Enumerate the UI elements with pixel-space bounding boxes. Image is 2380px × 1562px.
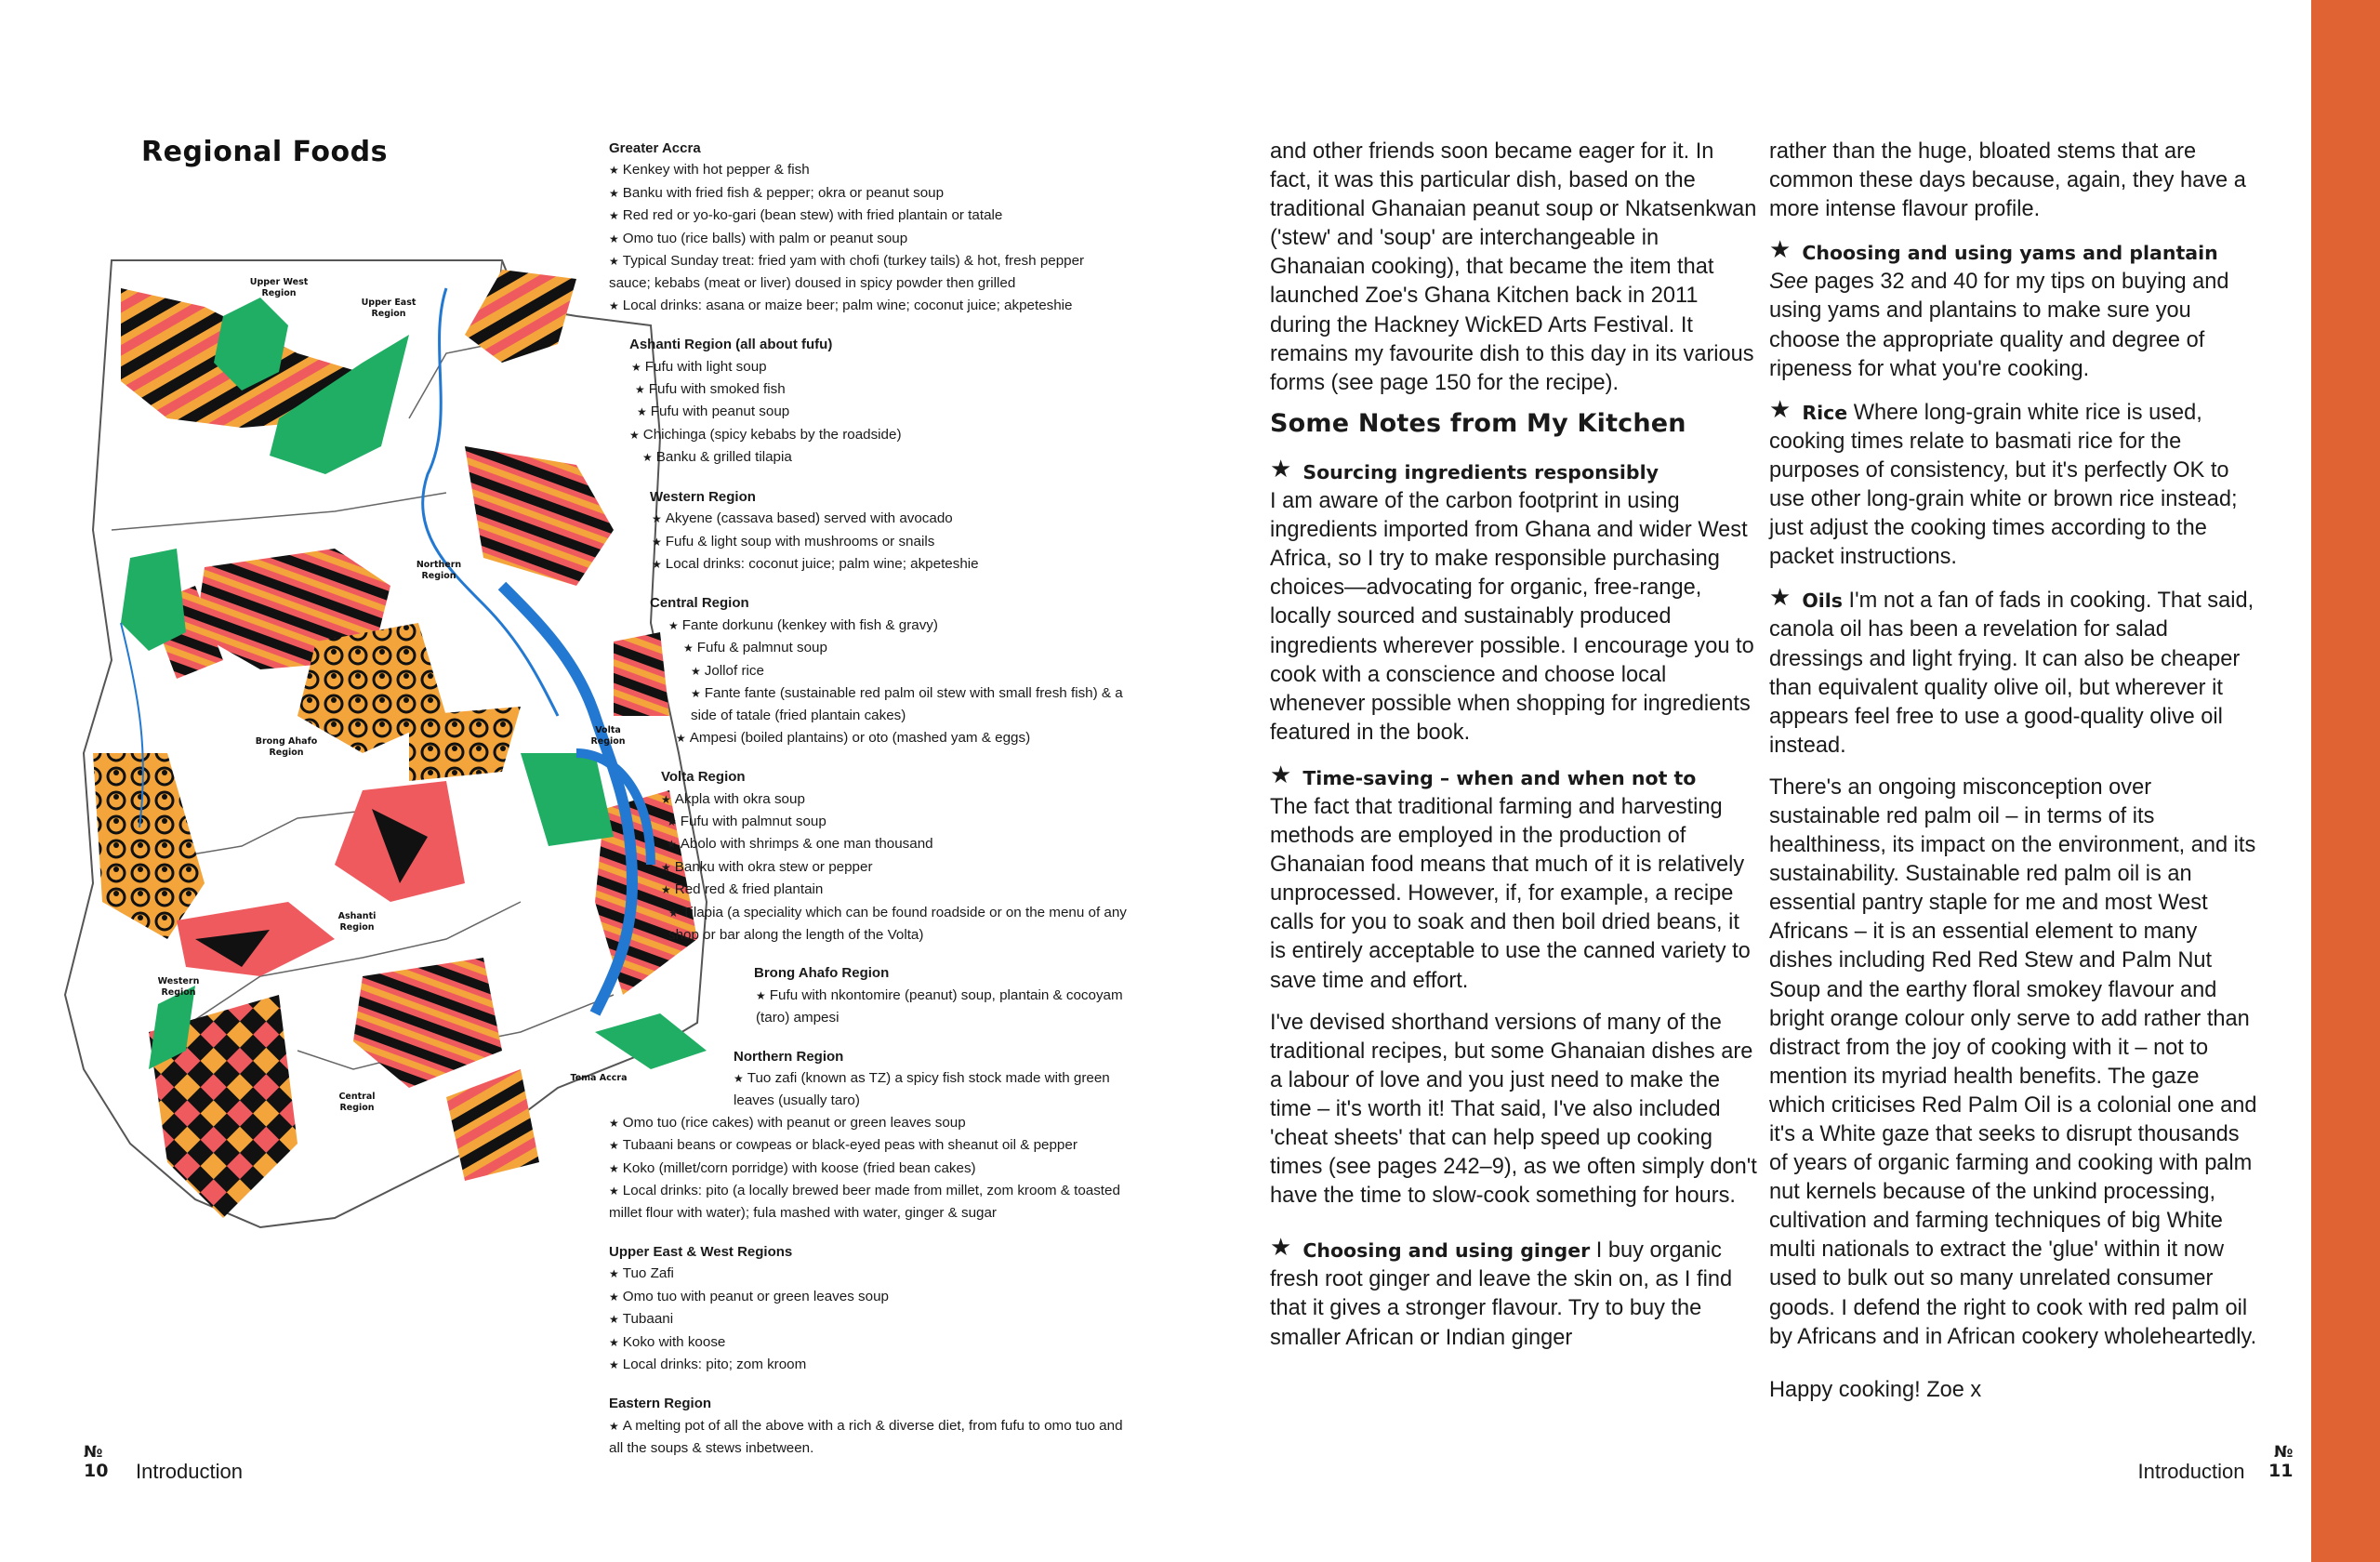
dish-item [609, 182, 1130, 205]
region-group [609, 334, 1130, 469]
note-title: Choosing and using ginger [1302, 1239, 1591, 1263]
dish-text: Koko with koose [622, 1333, 726, 1350]
map-label-central: Central [338, 1092, 376, 1102]
star-icon: ★ [661, 860, 671, 874]
dish-text: Red red & fried plantain [674, 881, 824, 898]
dish-text: Fufu with nkontomire (peanut) soup, plantain & cocoyam (taro) ampesi [756, 986, 1123, 1026]
palm-oil-paragraph: There's an ongoing misconception over sustainable red palm oil – in terms of its healthiness, its impact on the environment, and its sustainability. Sustainable red palm oil is an essential pantry staple for me and most West Africans – it is an essential element to many dishes including Red Red Stew and Palm Nut Soup and the earthy floral smokey flavour and bright orange colour only serve to add rather than distract from the joy of cooking with it – not to mention its myriad health benefits. The gaze which criticises Red Palm Oil is a colonial one and it's a White gaze that seeks to disrupt thousands of years of organic farming and cooking with palm nut kernels because of the unkind processing, cultivation and farming techniques of big White multi nationals to extract the 'glue' within it now used to bulk out so many unrelated consumer goods. I defend the right to cook with red palm oil by Africans and in African cookery wholeheartedly. [1769, 774, 2257, 1349]
dish-text: Tuo Zafi [622, 1265, 674, 1282]
star-icon: ★ [676, 731, 686, 745]
map-label-brong-ahafo: Brong Ahafo [255, 736, 318, 747]
dish-item [609, 1158, 1130, 1180]
region-group [609, 486, 1130, 576]
star-icon: ★ [609, 1357, 619, 1371]
star-icon: ★ [683, 642, 694, 655]
svg-text:Region: Region [371, 309, 406, 319]
dish-text: Ampesi (boiled plantains) or oto (mashed yam & eggs) [689, 729, 1031, 746]
dish-item [650, 637, 1130, 659]
text-column-1 [1270, 138, 1758, 1353]
dish-text: Jollof rice [704, 662, 764, 679]
star-icon: ★ [652, 535, 662, 549]
note-title: Sourcing ingredients responsibly [1302, 460, 1659, 483]
ginger-continued: rather than the huge, bloated stems that are common these days because, again, they have a more intense flavour profile. [1769, 139, 2246, 222]
note-body: I buy organic fresh root ginger and leave the skin on, as I find that it gives a stronger flavour. Try to buy the smaller African or Indian ginger [1270, 1238, 1733, 1350]
note-title: Oils [1802, 589, 1843, 613]
dish-text: Tilapia (a speciality which can be found roadside or on the menu of any shop or bar along the length of the Volta) [668, 904, 1127, 943]
note-ginger [1270, 1233, 1758, 1352]
shorthand-paragraph: I've devised shorthand versions of many of the traditional recipes, but some Ghanaian dishes are a labour of love and you just need to make the time – it's worth it! That said, I've also included 'cheat sheets' that can help speed up cooking times (see pages 242–9), as we often simply don't have the time to slow-cook something for hours. [1270, 1010, 1757, 1209]
page-folio-left [84, 1443, 243, 1483]
star-icon: ★ [1769, 583, 1792, 612]
star-icon: ★ [667, 814, 677, 828]
dish-text: Fufu & light soup with mushrooms or snails [665, 533, 935, 549]
svg-text:Region: Region [339, 922, 375, 933]
note-title: Rice [1802, 401, 1848, 424]
star-icon: ★ [652, 512, 662, 526]
star-icon: ★ [609, 1116, 619, 1130]
note-rice [1769, 395, 2257, 573]
star-icon: ★ [609, 1335, 619, 1349]
note-title: Choosing and using yams and plantain [1802, 242, 2218, 265]
dish-item [661, 833, 1130, 855]
dish-item [609, 1331, 1130, 1354]
page-number: 10 [84, 1461, 109, 1481]
star-icon: ★ [609, 1161, 619, 1175]
dish-text: Akpla with okra soup [674, 790, 805, 807]
section-heading: Some Notes from My Kitchen [1270, 408, 1686, 438]
dish-item [661, 879, 1130, 901]
dish-text: Tubaani beans or cowpeas or black-eyed peas with sheanut oil & pepper [622, 1137, 1078, 1154]
dish-text: Red red or yo-ko-gari (bean stew) with fried plantain or tatale [622, 207, 1003, 224]
region-group [609, 1393, 1130, 1459]
region-heading: Western Region [650, 488, 756, 505]
dish-item [609, 1112, 1130, 1134]
dish-item [650, 553, 1130, 576]
region-heading: Brong Ahafo Region [754, 965, 890, 982]
dish-item [609, 159, 1130, 181]
dish-text: Koko (millet/corn porridge) with koose (fried bean cakes) [622, 1159, 976, 1176]
number-sign: № [84, 1443, 103, 1462]
svg-text:Region: Region [269, 748, 304, 758]
note-time-saving [1270, 761, 1758, 996]
dish-text: Kenkey with hot pepper & fish [622, 162, 810, 179]
dish-item [609, 1415, 1130, 1460]
dish-text: Fufu & palmnut soup [696, 640, 827, 656]
note-title: Time-saving – when and when not to [1302, 766, 1697, 789]
dish-text: Chichinga (spicy kebabs by the roadside) [642, 426, 902, 443]
dish-text: Fufu with smoked fish [648, 381, 786, 398]
dish-text: Fante fante (sustainable red palm oil stew with small fresh fish) & a side of tatale (fried plantain cakes) [691, 684, 1123, 724]
dish-item [609, 1134, 1130, 1157]
region-group [609, 766, 1130, 946]
star-icon: ★ [661, 792, 671, 806]
dish-text: Banku with fried fish & pepper; okra or peanut soup [622, 184, 945, 201]
dish-list [629, 356, 1130, 470]
note-body: Where long-grain white rice is used, cooking times relate to basmati rice for the purposes of consistency, but it's perfectly OK to use other long-grain white or brown rice instead; just adjust the cooking times according to the packet instructions. [1769, 400, 2238, 570]
star-icon: ★ [1769, 235, 1792, 264]
star-icon: ★ [756, 988, 766, 1002]
star-icon: ★ [609, 1313, 619, 1327]
dish-item [609, 1354, 1130, 1376]
star-icon: ★ [609, 209, 619, 223]
region-heading: Greater Accra [609, 140, 701, 156]
dish-item [629, 446, 1130, 469]
region-group [609, 592, 1130, 749]
page-folio-right [2137, 1443, 2294, 1483]
dish-list [609, 1263, 1130, 1376]
region-group [609, 1046, 1130, 1224]
star-icon: ★ [734, 1072, 744, 1086]
svg-text:Region: Region [421, 571, 456, 581]
note-oils [1769, 583, 2257, 761]
star-icon: ★ [668, 618, 679, 632]
region-heading: Eastern Region [609, 1396, 712, 1412]
map-label-ashanti: Ashanti [337, 911, 377, 921]
star-icon: ★ [1270, 1233, 1292, 1262]
note-body: I am aware of the carbon footprint in using ingredients imported from Ghana and wider West Africa, so I try to make responsible purchasing choices—advocating for organic, free-range, locally sourced and sustainably produced ingredients wherever possible. I encourage you to cook with a conscience and choose local whenever possible when shopping for ingredients featured in the book. [1270, 489, 1754, 745]
star-icon: ★ [609, 298, 619, 312]
dish-text: Fufu with palmnut soup [680, 813, 826, 829]
dish-item [609, 295, 1130, 317]
star-icon: ★ [1769, 394, 1792, 423]
dish-item [650, 727, 1130, 749]
dish-text: Typical Sunday treat: fried yam with chofi (turkey tails) & hot, fresh pepper sauce; kebabs (meat or liver) doused in spicy powder then grilled [609, 253, 1085, 292]
star-icon: ★ [609, 1139, 619, 1153]
star-icon: ★ [668, 906, 679, 920]
dish-text: Omo tuo (rice cakes) with peanut or green leaves soup [622, 1114, 966, 1131]
map-label-upper-east: Upper East [361, 298, 416, 308]
star-icon: ★ [609, 1267, 619, 1281]
star-icon: ★ [1270, 760, 1292, 788]
svg-text:Region: Region [161, 987, 196, 998]
dish-text: Local drinks: asana or maize beer; palm wine; coconut juice; akpeteshie [622, 297, 1073, 313]
page-number: 11 [2268, 1461, 2294, 1481]
dish-item [661, 788, 1130, 811]
dish-text: Abolo with shrimps & one man thousand [680, 836, 933, 853]
dish-text: Tuo zafi (known as TZ) a spicy fish stock made with green leaves (usually taro) [734, 1070, 1110, 1109]
section-name: Introduction [2137, 1460, 2245, 1483]
section-name: Introduction [136, 1460, 243, 1483]
dish-text: Banku & grilled tilapia [655, 449, 792, 466]
dish-text: Local drinks: pito; zom kroom [622, 1356, 807, 1372]
signoff: Happy cooking! Zoe x [1769, 1377, 1982, 1402]
dish-item [650, 508, 1130, 530]
dish-item [629, 378, 1130, 401]
region-group [609, 962, 1130, 1028]
dish-list [661, 788, 1130, 946]
region-heading: Central Region [650, 595, 749, 612]
dish-text: Banku with okra stew or pepper [674, 858, 873, 875]
star-icon: ★ [691, 664, 701, 678]
star-icon: ★ [629, 428, 640, 442]
dish-list [609, 1067, 1130, 1224]
svg-text:Region: Region [590, 736, 626, 747]
dish-text: Fufu with peanut soup [650, 404, 790, 420]
region-group [609, 1241, 1130, 1376]
page-title: Regional Foods [141, 136, 388, 168]
dish-item [609, 228, 1130, 250]
dish-item [609, 1263, 1130, 1285]
dish-list [754, 985, 1130, 1029]
dish-text: Local drinks: pito (a locally brewed beer made from millet, zom kroom & toasted millet flour with water); fula mashed with water, ginger & sugar [609, 1183, 1120, 1222]
dish-item [609, 1286, 1130, 1308]
map-label-northern: Northern [416, 560, 462, 570]
dish-item [609, 1180, 1130, 1224]
star-icon: ★ [661, 883, 671, 897]
dish-item [661, 902, 1130, 946]
note-sourcing [1270, 455, 1758, 748]
dish-text: Fante dorkunu (kenkey with fish & gravy) [681, 616, 938, 633]
map-label-upper-west: Upper West [249, 277, 309, 287]
note-body: pages 32 and 40 for my tips on buying and using yams and plantains to make sure you choose the appropriate quality and degree of ripeness for what you're cooking. [1769, 270, 2229, 381]
region-heading: Northern Region [734, 1048, 844, 1065]
dish-item [629, 356, 1130, 378]
dish-list [609, 1415, 1130, 1460]
star-icon: ★ [609, 1290, 619, 1304]
star-icon: ★ [637, 405, 647, 419]
dish-list [609, 159, 1130, 317]
star-icon: ★ [652, 557, 662, 571]
star-icon: ★ [609, 1419, 619, 1433]
svg-text:Region: Region [339, 1103, 375, 1113]
dish-item [629, 401, 1130, 423]
dish-text: Tubaani [622, 1311, 674, 1328]
dish-text: Local drinks: coconut juice; palm wine; akpeteshie [665, 555, 979, 572]
map-label-western: Western [157, 976, 200, 986]
text-column-2 [1769, 138, 2257, 1416]
dish-item [609, 250, 1130, 295]
dish-item [609, 205, 1130, 227]
star-icon: ★ [609, 164, 619, 178]
note-yams [1769, 235, 2257, 383]
dish-text: Fufu with light soup [644, 358, 767, 375]
number-sign: № [2274, 1443, 2294, 1462]
dish-item [754, 985, 1130, 1029]
dish-item [650, 660, 1130, 682]
note-body: I'm not a fan of fads in cooking. That said, canola oil has been a revelation for salad dressings and light frying. It can also be cheaper than equivalent quality olive oil, but wherever it appears feel free to use a good-quality olive oil instead. [1769, 589, 2254, 758]
star-icon: ★ [1270, 454, 1292, 483]
regional-foods-list [609, 138, 1130, 1476]
star-icon: ★ [642, 451, 653, 465]
see-italic: See [1769, 270, 1808, 295]
region-heading: Upper East & West Regions [609, 1243, 793, 1260]
map-label-tema-accra: Tema Accra [570, 1073, 628, 1083]
dish-item [650, 682, 1130, 727]
star-icon: ★ [631, 360, 641, 374]
dish-text: A melting pot of all the above with a rich & diverse diet, from fufu to omo tuo and all the soups & stews inbetween. [609, 1417, 1123, 1457]
dish-list [650, 615, 1130, 749]
star-icon: ★ [635, 383, 645, 397]
dish-text: Akyene (cassava based) served with avocado [665, 510, 953, 527]
region-heading: Volta Region [661, 769, 746, 786]
dish-item [661, 856, 1130, 879]
star-icon: ★ [609, 186, 619, 200]
dish-text: Omo tuo with peanut or green leaves soup [622, 1288, 889, 1304]
dish-item [650, 615, 1130, 637]
dish-list [650, 508, 1130, 576]
svg-text:Region: Region [261, 288, 297, 298]
map-label-volta: Volta [595, 725, 621, 735]
star-icon: ★ [609, 1185, 619, 1198]
orange-page-edge [2311, 0, 2380, 1562]
intro-paragraph: and other friends soon became eager for it. In fact, it was this particular dish, based on the traditional Ghanaian peanut soup or Nkatsenkwan ('stew' and 'soup' are interchangeable in Ghanaian cooking), that became the item that launched Zoe's Ghana Kitchen back in 2011 during the Hackney WickED Arts Festival. It remains my favourite dish to this day in its various forms (see page 150 for the recipe). [1270, 139, 1757, 395]
note-body: The fact that traditional farming and harvesting methods are employed in the production of Ghanaian food means that much of it is relatively unprocessed. However, if, for example, a recipe calls for you to soak and then boil dried beans, it is entirely acceptable to use the canned variety to save time and effort. [1270, 794, 1751, 993]
star-icon: ★ [691, 686, 701, 700]
dish-item [609, 1308, 1130, 1330]
dish-item [661, 811, 1130, 833]
dish-text: Omo tuo (rice balls) with palm or peanut soup [622, 230, 908, 246]
region-heading: Ashanti Region (all about fufu) [629, 337, 833, 353]
star-icon: ★ [609, 232, 619, 245]
dish-item [734, 1067, 1130, 1112]
star-icon: ★ [609, 255, 619, 269]
region-group [609, 138, 1130, 317]
dish-item [629, 424, 1130, 446]
dish-item [650, 531, 1130, 553]
star-icon: ★ [667, 838, 677, 852]
